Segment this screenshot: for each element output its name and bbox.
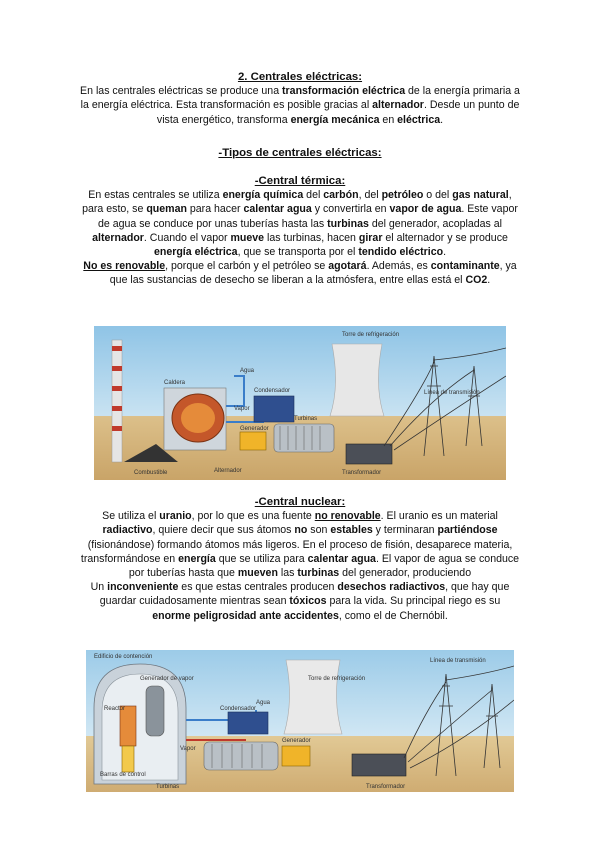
label-turbines: Turbinas [156,784,180,790]
cooling-tower [284,660,342,734]
nuclear-paragraph-2: Un inconveniente es que estas centrales producen desechos radiactivos, que hay que guardar cuidadosamente mientras sean tóxicos para la vida. Su principal riego es su enorme peligrosidad ante accidentes, como el de Chernóbil. [90,581,510,622]
label-transformer: Transformador [366,784,406,790]
condenser [228,712,268,734]
nuclear-plant-svg [86,650,514,792]
label-cooling-tower: Torre de refrigeración [308,676,366,682]
condenser [254,396,294,422]
generator [282,746,310,766]
nuclear-plant-illustration [86,650,514,792]
label-transmission-line: Línea de transmisión [424,390,480,396]
label-water: Agua [240,368,255,374]
thermal-section [80,174,520,288]
types-title: -Tipos de centrales eléctricas: [218,147,382,159]
cooling-tower [330,344,384,416]
label-steam: Vapor [180,746,196,752]
nuclear-paragraph-1: Se utiliza el uranio, por lo que es una fuente no renovable. El uranio es un material radiactivo, quiere decir que sus átomos no son estables y terminaran partiéndose (fisionándose) formando átomos más ligeros. En el proceso de fisión, desaparece materia, transformándose en energía que se utiliza para calentar agua. El vapor de agua se conduce por tuberías hasta que mueven las turbinas del generador, produciendo [80,510,520,580]
label-transformer: Transformador [342,470,382,476]
thermal-paragraph-2: No es renovable, porque el carbón y el petróleo se agotará. Además, es contaminante, ya que las sustancias de desecho se liberan a la atmósfera, entre ellas está el CO2. [83,260,517,287]
thermal-paragraph-1: En estas centrales se utiliza energía química del carbón, del petróleo o del gas natural, para esto, se queman para hacer calentar agua y convertirla en vapor de agua. Este vapor de agua se conduce por unas tuberías hasta las turbinas del generador, acopladas al alternador. Cuando el vapor mueve las turbinas, hacen girar el alternador y se produce energía eléctrica, que se transporta por el tendido eléctrico. [82,189,518,259]
label-alternator: Alternador [214,468,242,474]
label-containment: Edificio de contención [94,654,153,660]
label-generator: Generador [240,426,269,432]
transformer [352,754,406,776]
transformer [346,444,392,464]
turbines [204,742,278,770]
label-transmission-line: Línea de transmisión [430,658,486,664]
thermal-title: -Central térmica: [254,175,346,187]
intro-block [80,70,520,127]
types-heading-block [80,146,520,160]
containment-building [94,664,186,784]
thermal-plant-illustration [94,326,506,480]
label-condenser: Condensador [254,388,291,394]
label-turbines: Turbinas [294,416,318,422]
label-steam: Vapor [234,406,250,412]
section-title: 2. Centrales eléctricas: [237,71,363,83]
intro-paragraph: En las centrales eléctricas se produce una transformación eléctrica de la energía primaria a la energía eléctrica. Esta transformación es posible gracias al alternador. Desde un punto de vista energético, transforma energía mecánica en eléctrica. [80,85,520,126]
label-generator: Generador [282,738,311,744]
label-reactor: Reactor [104,706,126,712]
nuclear-title: -Central nuclear: [254,496,346,508]
label-cooling-tower: Torre de refrigeración [342,332,400,338]
label-water: Agua [256,700,271,706]
label-boiler: Caldera [164,380,186,386]
generator [240,432,266,450]
turbines [274,424,334,452]
thermal-plant-svg [94,326,506,480]
nuclear-section [80,495,520,623]
label-condenser: Condensador [220,706,257,712]
label-rods: Barras de control [100,772,146,778]
label-steam-generator: Generador de vapor [140,676,194,682]
label-fuel: Combustible [134,470,168,476]
chimney [112,340,122,462]
